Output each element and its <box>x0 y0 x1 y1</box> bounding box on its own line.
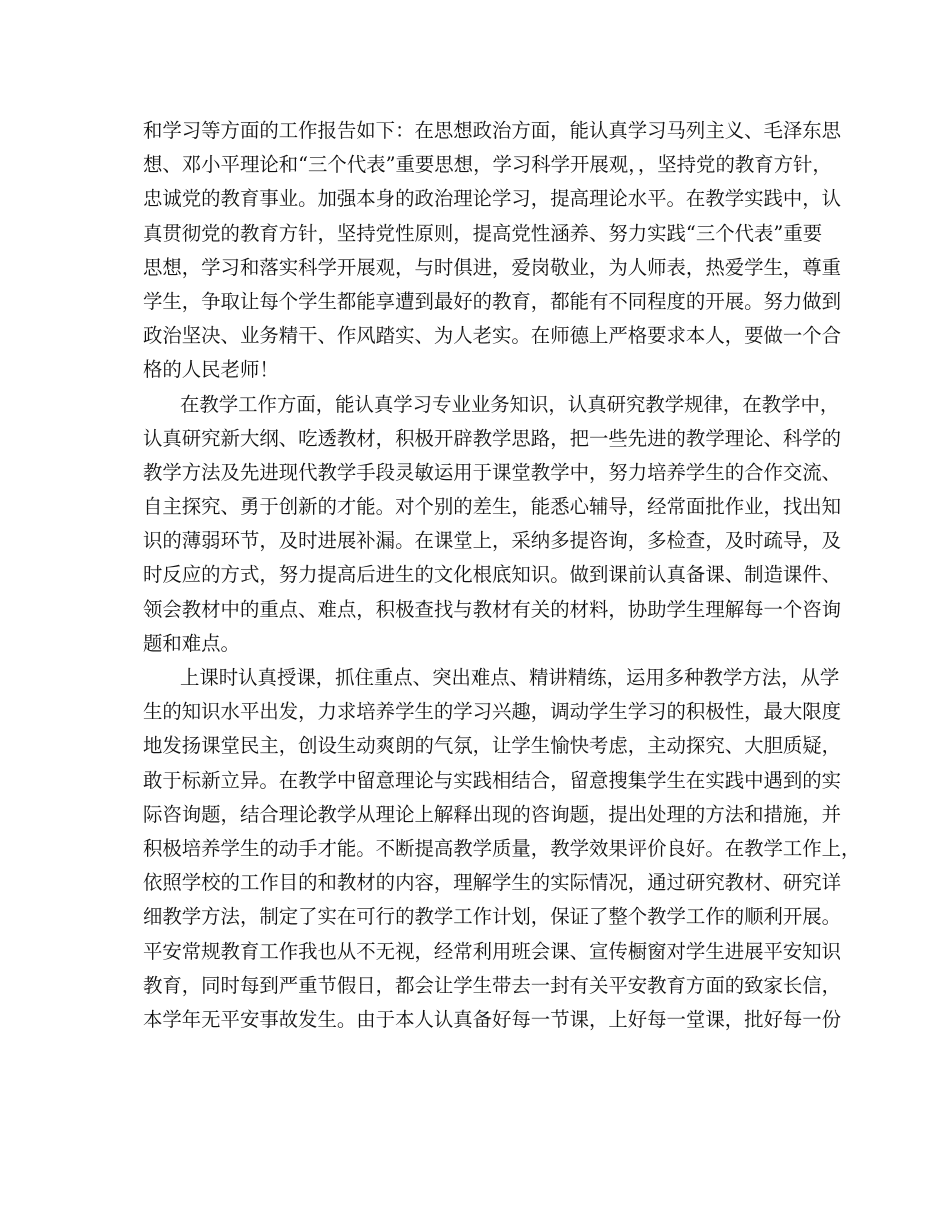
text-line: 依照学校的工作目的和教材的内容，理解学生的实际情况，通过研究教材、研究详 <box>143 871 842 895</box>
text-line: 教学方法及先进现代教学手段灵敏运用于课堂教学中，努力培养学生的合作交流、 <box>143 460 842 484</box>
text-line: 时反应的方式，努力提高后进生的文化根底知识。做到课前认真备课、制造课件、 <box>143 563 842 587</box>
text-line: 忠诚党的教育事业。加强本身的政治理论学习，提高理论水平。在教学实践中，认 <box>143 187 842 211</box>
text-line: 题和难点。 <box>143 631 240 655</box>
text-line: 学生，争取让每个学生都能享遭到最好的教育，都能有不同程度的开展。努力做到 <box>143 289 842 313</box>
text-line: 真贯彻党的教育方针，坚持党性原则，提高党性涵养、努力实践“三个代表”重要 <box>143 221 823 245</box>
text-line: 自主探究、勇于创新的才能。对个别的差生，能悉心辅导，经常面批作业，找出知 <box>143 495 842 519</box>
text-line: 认真研究新大纲、吃透教材，积极开辟教学思路，把一些先进的教学理论、科学的 <box>143 426 842 450</box>
paragraph-first-line: 上课时认真授课，抓住重点、突出难点、精讲精练，运用多种教学方法，从学 <box>180 666 840 689</box>
text-line: 生的知识水平出发，力求培养学生的学习兴趣，调动学生学习的积极性，最大限度 <box>143 700 842 724</box>
text-line: 平安常规教育工作我也从不无视，经常利用班会课、宣传橱窗对学生进展平安知识 <box>143 939 842 963</box>
text-line: 际咨询题，结合理论教学从理论上解释出现的咨询题，提出处理的方法和措施，并 <box>143 802 842 826</box>
text-line: 思想，学习和落实科学开展观，与时俱进，爱岗敬业，为人师表，热爱学生，尊重 <box>143 255 842 279</box>
text-line: 识的薄弱环节，及时进展补漏。在课堂上，采纳多提咨询，多检查，及时疏导，及 <box>143 529 842 553</box>
text-line: 教育，同时每到严重节假日，都会让学生带去一封有关平安教育方面的致家长信， <box>143 973 842 997</box>
text-line: 地发扬课堂民主，创设生动爽朗的气氛，让学生愉快考虑，主动探究、大胆质疑， <box>143 734 842 758</box>
text-line: 本学年无平安事故发生。由于本人认真备好每一节课，上好每一堂课，批好每一份 <box>143 1007 842 1031</box>
text-line: 敢于标新立异。在教学中留意理论与实践相结合，留意搜集学生在实践中遇到的实 <box>143 768 842 792</box>
text-line: 政治坚决、业务精干、作风踏实、为人老实。在师德上严格要求本人，要做一个合 <box>143 324 842 348</box>
body-text <box>143 114 861 1037</box>
text-line: 积极培养学生的动手才能。不断提高教学质量，教学效果评价良好。在教学工作上， <box>143 836 861 860</box>
text-line: 和学习等方面的工作报告如下：在思想政治方面，能认真学习马列主义、毛泽东思 <box>143 119 842 142</box>
paragraph-first-line: 在教学工作方面，能认真学习专业业务知识，认真研究教学规律，在教学中， <box>180 392 840 416</box>
text-line: 格的人民老师！ <box>143 358 279 382</box>
text-line: 细教学方法，制定了实在可行的教学工作计划，保证了整个教学工作的顺利开展。 <box>143 905 842 929</box>
text-line: 想、邓小平理论和“三个代表”重要思想，学习科学开展观，，坚持党的教育方针， <box>143 153 832 177</box>
text-line: 领会教材中的重点、难点，积极查找与教材有关的材料，协助学生理解每一个咨询 <box>143 597 842 621</box>
